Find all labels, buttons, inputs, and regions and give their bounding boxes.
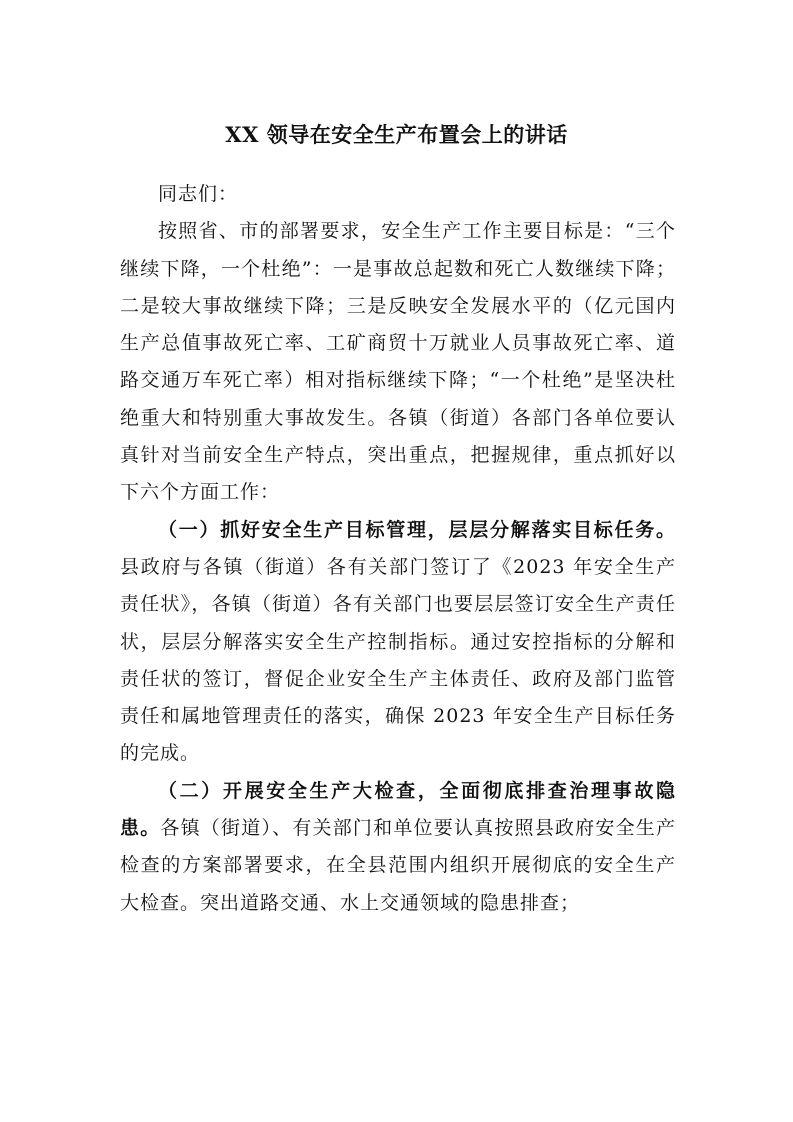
paragraph-text: 各镇（街道）、有关部门和单位要认真按照县政府安全生产检查的方案部署要求，在全县范围内组织开展彻底的安全生产大检查。突出道路交通、水上交通领域的隐患排查；: [120, 817, 676, 914]
paragraph-intro: [120, 213, 676, 511]
paragraph-section-2: [120, 773, 676, 922]
greeting: 同志们：: [158, 183, 239, 205]
document-title: XX 领导在安全生产布置会上的讲话: [225, 122, 568, 147]
paragraph-section-1: [120, 512, 676, 773]
section-heading: （二）开展安全生产大检查，全面彻底排查治理事故隐患。: [120, 779, 676, 840]
section-heading: （一）抓好安全生产目标管理，层层分解落实目标任务。: [158, 518, 676, 541]
document-body: [120, 176, 676, 922]
paragraph-text: 县政府与各镇（街道）各有关部门签订了《2023 年安全生产责任状》，各镇（街道）各有关部门也要层层签订安全生产责任状，层层分解落实安全生产控制指标。通过安控指标的分解和责任状的签订，督促企业安全生产主体责任、政府及部门监管责任和属地管理责任的落实，确保 2023 年安全生产目标任务的完成。: [120, 555, 676, 765]
paragraph-text: 按照省、市的部署要求，安全生产工作主要目标是：“三个继续下降，一个杜绝”：一是事故总起数和死亡人数继续下降；二是较大事故继续下降；三是反映安全发展水平的（亿元国内生产总值事故死亡率、工矿商贸十万就业人员事故死亡率、道路交通万车死亡率）相对指标继续下降；“一个杜绝”是坚决杜绝重大和特别重大事故发生。各镇（街道）各部门各单位要认真针对当前安全生产特点，突出重点，把握规律，重点抓好以下六个方面工作：: [120, 220, 676, 504]
